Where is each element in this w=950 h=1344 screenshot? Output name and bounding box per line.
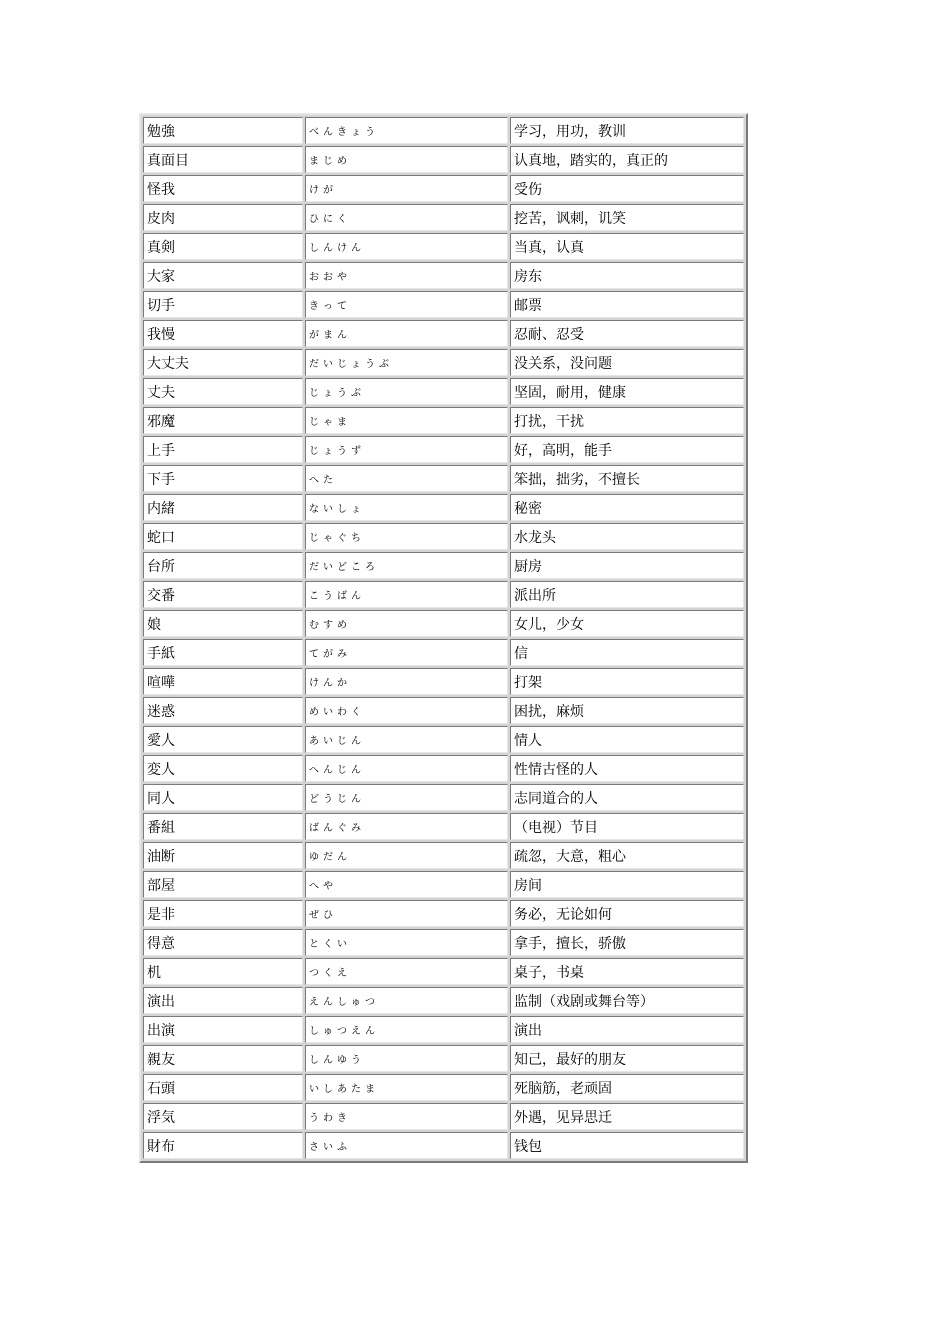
word-cell: 机: [143, 958, 303, 985]
word-cell: 大丈夫: [143, 349, 303, 376]
table-row: [143, 755, 744, 782]
word-cell: 怪我: [143, 175, 303, 202]
meaning-cell: 信: [510, 639, 744, 666]
table-row: [143, 552, 744, 579]
meaning-cell: 情人: [510, 726, 744, 753]
word-cell: 迷惑: [143, 697, 303, 724]
table-row: [143, 987, 744, 1014]
reading-cell: しんけん: [305, 233, 508, 260]
meaning-cell: 外遇，见异思迁: [510, 1103, 744, 1130]
reading-cell: へた: [305, 465, 508, 492]
table-row: [143, 900, 744, 927]
table-row: [143, 581, 744, 608]
meaning-cell: 水龙头: [510, 523, 744, 550]
table-row: [143, 697, 744, 724]
word-cell: 真剣: [143, 233, 303, 260]
word-cell: 台所: [143, 552, 303, 579]
meaning-cell: 当真，认真: [510, 233, 744, 260]
reading-cell: つくえ: [305, 958, 508, 985]
reading-cell: うわき: [305, 1103, 508, 1130]
reading-cell: しゅつえん: [305, 1016, 508, 1043]
table-row: [143, 146, 744, 173]
vocabulary-table: [139, 113, 748, 1163]
reading-cell: むすめ: [305, 610, 508, 637]
word-cell: 部屋: [143, 871, 303, 898]
word-cell: 邪魔: [143, 407, 303, 434]
reading-cell: さいふ: [305, 1132, 508, 1159]
meaning-cell: 学习，用功，教训: [510, 117, 744, 144]
meaning-cell: 没关系，没问题: [510, 349, 744, 376]
meaning-cell: 拿手，擅长，骄傲: [510, 929, 744, 956]
meaning-cell: 监制（戏剧或舞台等）: [510, 987, 744, 1014]
reading-cell: べんきょう: [305, 117, 508, 144]
meaning-cell: 打扰，干扰: [510, 407, 744, 434]
meaning-cell: 房间: [510, 871, 744, 898]
table-row: [143, 233, 744, 260]
meaning-cell: 挖苦，讽刺，讥笑: [510, 204, 744, 231]
word-cell: 親友: [143, 1045, 303, 1072]
word-cell: 皮肉: [143, 204, 303, 231]
meaning-cell: 演出: [510, 1016, 744, 1043]
meaning-cell: 死脑筋，老顽固: [510, 1074, 744, 1101]
meaning-cell: 认真地，踏实的，真正的: [510, 146, 744, 173]
word-cell: 同人: [143, 784, 303, 811]
reading-cell: ぜひ: [305, 900, 508, 927]
word-cell: 蛇口: [143, 523, 303, 550]
word-cell: 得意: [143, 929, 303, 956]
word-cell: 愛人: [143, 726, 303, 753]
table-row: [143, 784, 744, 811]
meaning-cell: 钱包: [510, 1132, 744, 1159]
reading-cell: じゃぐち: [305, 523, 508, 550]
table-row: [143, 1045, 744, 1072]
meaning-cell: 厨房: [510, 552, 744, 579]
word-cell: 出演: [143, 1016, 303, 1043]
meaning-cell: 务必，无论如何: [510, 900, 744, 927]
meaning-cell: 困扰，麻烦: [510, 697, 744, 724]
table-row: [143, 262, 744, 289]
table-row: [143, 204, 744, 231]
word-cell: 我慢: [143, 320, 303, 347]
reading-cell: じゃま: [305, 407, 508, 434]
word-cell: 切手: [143, 291, 303, 318]
word-cell: 交番: [143, 581, 303, 608]
table-row: [143, 1132, 744, 1159]
table-row: [143, 929, 744, 956]
meaning-cell: 笨拙，拙劣，不擅长: [510, 465, 744, 492]
meaning-cell: 房东: [510, 262, 744, 289]
meaning-cell: 打架: [510, 668, 744, 695]
table-row: [143, 813, 744, 840]
reading-cell: おおや: [305, 262, 508, 289]
table-row: [143, 378, 744, 405]
word-cell: 石頭: [143, 1074, 303, 1101]
meaning-cell: 好，高明，能手: [510, 436, 744, 463]
meaning-cell: 疏忽，大意，粗心: [510, 842, 744, 869]
table-row: [143, 465, 744, 492]
meaning-cell: 知己，最好的朋友: [510, 1045, 744, 1072]
table-row: [143, 320, 744, 347]
table-row: [143, 407, 744, 434]
table-row: [143, 523, 744, 550]
meaning-cell: 派出所: [510, 581, 744, 608]
table-row: [143, 610, 744, 637]
reading-cell: いしあたま: [305, 1074, 508, 1101]
meaning-cell: 受伤: [510, 175, 744, 202]
reading-cell: けんか: [305, 668, 508, 695]
reading-cell: てがみ: [305, 639, 508, 666]
table-row: [143, 175, 744, 202]
reading-cell: じょうず: [305, 436, 508, 463]
table-row: [143, 494, 744, 521]
word-cell: 喧嘩: [143, 668, 303, 695]
reading-cell: ばんぐみ: [305, 813, 508, 840]
reading-cell: がまん: [305, 320, 508, 347]
table-row: [143, 668, 744, 695]
word-cell: 大家: [143, 262, 303, 289]
table-row: [143, 349, 744, 376]
word-cell: 下手: [143, 465, 303, 492]
word-cell: 演出: [143, 987, 303, 1014]
vocabulary-table-body: [143, 117, 744, 1159]
word-cell: 丈夫: [143, 378, 303, 405]
reading-cell: きって: [305, 291, 508, 318]
table-row: [143, 639, 744, 666]
meaning-cell: 桌子，书桌: [510, 958, 744, 985]
reading-cell: だいどころ: [305, 552, 508, 579]
word-cell: 勉強: [143, 117, 303, 144]
reading-cell: ひにく: [305, 204, 508, 231]
word-cell: 浮気: [143, 1103, 303, 1130]
meaning-cell: 坚固，耐用，健康: [510, 378, 744, 405]
word-cell: 変人: [143, 755, 303, 782]
reading-cell: えんしゅつ: [305, 987, 508, 1014]
word-cell: 真面目: [143, 146, 303, 173]
table-row: [143, 871, 744, 898]
reading-cell: しんゆう: [305, 1045, 508, 1072]
reading-cell: けが: [305, 175, 508, 202]
word-cell: 財布: [143, 1132, 303, 1159]
reading-cell: どうじん: [305, 784, 508, 811]
word-cell: 是非: [143, 900, 303, 927]
word-cell: 娘: [143, 610, 303, 637]
reading-cell: ないしょ: [305, 494, 508, 521]
table-row: [143, 726, 744, 753]
table-row: [143, 958, 744, 985]
word-cell: 上手: [143, 436, 303, 463]
reading-cell: へんじん: [305, 755, 508, 782]
reading-cell: あいじん: [305, 726, 508, 753]
reading-cell: ゆだん: [305, 842, 508, 869]
table-row: [143, 842, 744, 869]
reading-cell: まじめ: [305, 146, 508, 173]
reading-cell: へや: [305, 871, 508, 898]
table-row: [143, 1103, 744, 1130]
table-row: [143, 291, 744, 318]
table-row: [143, 436, 744, 463]
reading-cell: めいわく: [305, 697, 508, 724]
table-row: [143, 117, 744, 144]
meaning-cell: （电视）节目: [510, 813, 744, 840]
word-cell: 手紙: [143, 639, 303, 666]
reading-cell: とくい: [305, 929, 508, 956]
table-row: [143, 1016, 744, 1043]
reading-cell: じょうぶ: [305, 378, 508, 405]
word-cell: 内緒: [143, 494, 303, 521]
word-cell: 油断: [143, 842, 303, 869]
meaning-cell: 女儿，少女: [510, 610, 744, 637]
meaning-cell: 邮票: [510, 291, 744, 318]
table-row: [143, 1074, 744, 1101]
meaning-cell: 秘密: [510, 494, 744, 521]
meaning-cell: 性情古怪的人: [510, 755, 744, 782]
meaning-cell: 忍耐、忍受: [510, 320, 744, 347]
reading-cell: だいじょうぶ: [305, 349, 508, 376]
meaning-cell: 志同道合的人: [510, 784, 744, 811]
word-cell: 番組: [143, 813, 303, 840]
reading-cell: こうばん: [305, 581, 508, 608]
